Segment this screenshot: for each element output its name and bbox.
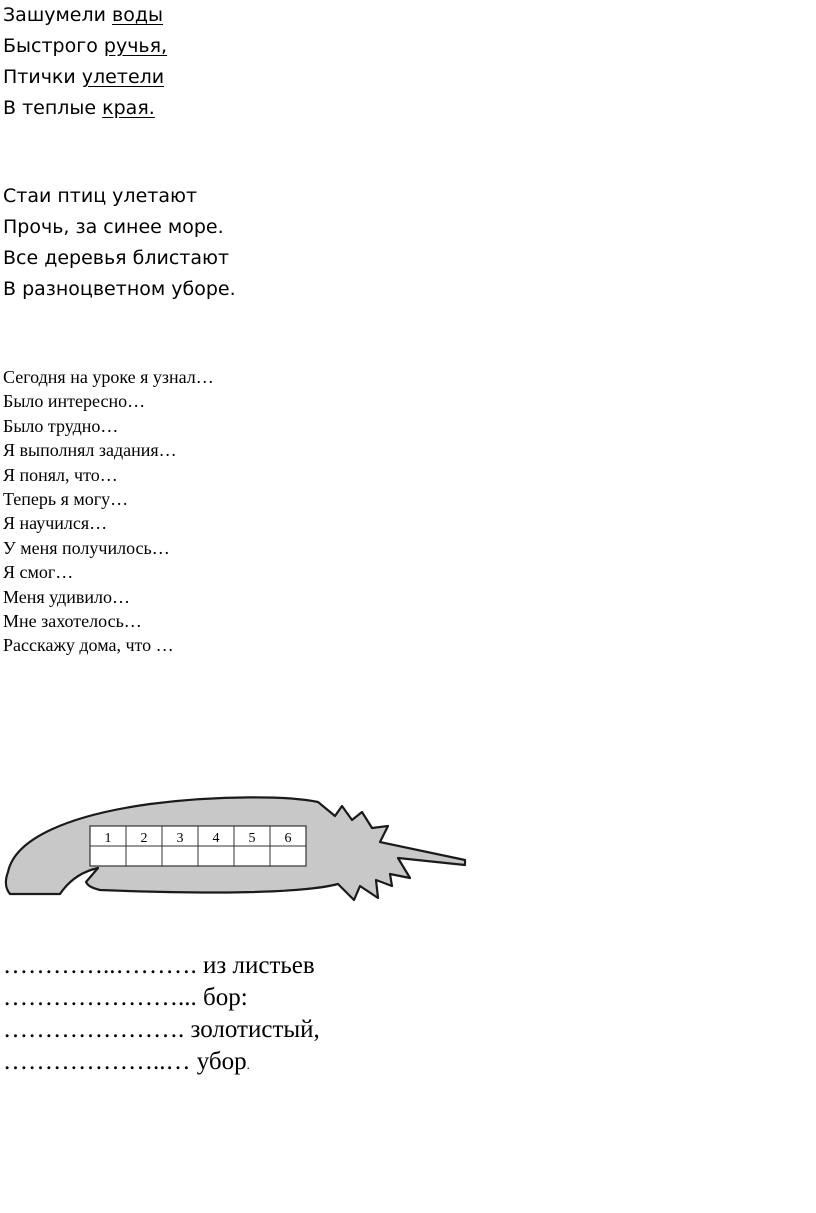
reflection-prompt: Расскажу дома, что … bbox=[3, 635, 174, 656]
fill-in-text: …………..………. из листьев bbox=[3, 952, 315, 979]
poem-line bbox=[3, 93, 167, 124]
fill-in-text: …………………. золотистый, bbox=[3, 1016, 320, 1043]
reflection-prompt: Я выполнял задания… bbox=[3, 440, 177, 461]
fill-in-line bbox=[3, 982, 320, 1014]
reflection-prompt: У меня получилось… bbox=[3, 537, 170, 558]
reflection-prompt: Теперь я могу… bbox=[3, 489, 129, 510]
poem-line-text: Быстрого bbox=[3, 35, 104, 57]
fill-in-line bbox=[3, 1046, 320, 1081]
poem-line bbox=[3, 0, 167, 31]
poem-line-text: Зашумели bbox=[3, 4, 113, 26]
feather-illustration bbox=[0, 790, 480, 910]
table-header-cell: 6 bbox=[284, 831, 292, 846]
underlined-word: воды bbox=[112, 4, 163, 26]
poem-line: В разноцветном уборе. bbox=[3, 278, 236, 300]
fill-in-exercise bbox=[3, 950, 320, 1081]
poem-line-text: В теплые bbox=[3, 97, 103, 119]
poem-stanza-1 bbox=[3, 0, 167, 124]
fill-in-text: …………………... бор: bbox=[3, 984, 248, 1011]
poem-line bbox=[3, 31, 167, 62]
poem-line bbox=[3, 62, 167, 93]
reflection-prompt: Я смог… bbox=[3, 562, 74, 583]
poem-line: Все деревья блистают bbox=[3, 247, 230, 269]
table-header-cell: 5 bbox=[248, 831, 256, 846]
underlined-word: улетели bbox=[81, 66, 165, 88]
table-header-cell: 2 bbox=[140, 831, 148, 846]
reflection-prompt: Меня удивило… bbox=[3, 586, 130, 607]
reflection-prompt: Было трудно… bbox=[3, 415, 119, 436]
reflection-prompt: Было интересно… bbox=[3, 391, 146, 412]
poem-line: Прочь, за синее море. bbox=[3, 216, 224, 238]
reflection-prompts bbox=[3, 365, 214, 658]
table-header-cell: 1 bbox=[104, 831, 112, 846]
table-header-cell: 4 bbox=[212, 831, 220, 846]
fill-in-line bbox=[3, 1014, 320, 1046]
reflection-prompt: Мне захотелось… bbox=[3, 611, 142, 632]
table-header-cell: 3 bbox=[176, 831, 184, 846]
poem-line: Стаи птиц улетают bbox=[3, 185, 198, 207]
underlined-word: края. bbox=[102, 97, 155, 119]
fill-in-text: ………………..… убор bbox=[3, 1048, 247, 1075]
fill-in-line bbox=[3, 950, 320, 982]
poem-line-text: Птички bbox=[3, 66, 82, 88]
reflection-prompt: Сегодня на уроке я узнал… bbox=[3, 367, 214, 387]
reflection-prompt: Я научился… bbox=[3, 513, 108, 534]
underlined-word: ручья, bbox=[103, 35, 168, 57]
reflection-prompt: Я понял, что… bbox=[3, 464, 118, 485]
fill-in-suffix: . bbox=[246, 1057, 250, 1072]
poem-stanza-2 bbox=[3, 181, 236, 305]
